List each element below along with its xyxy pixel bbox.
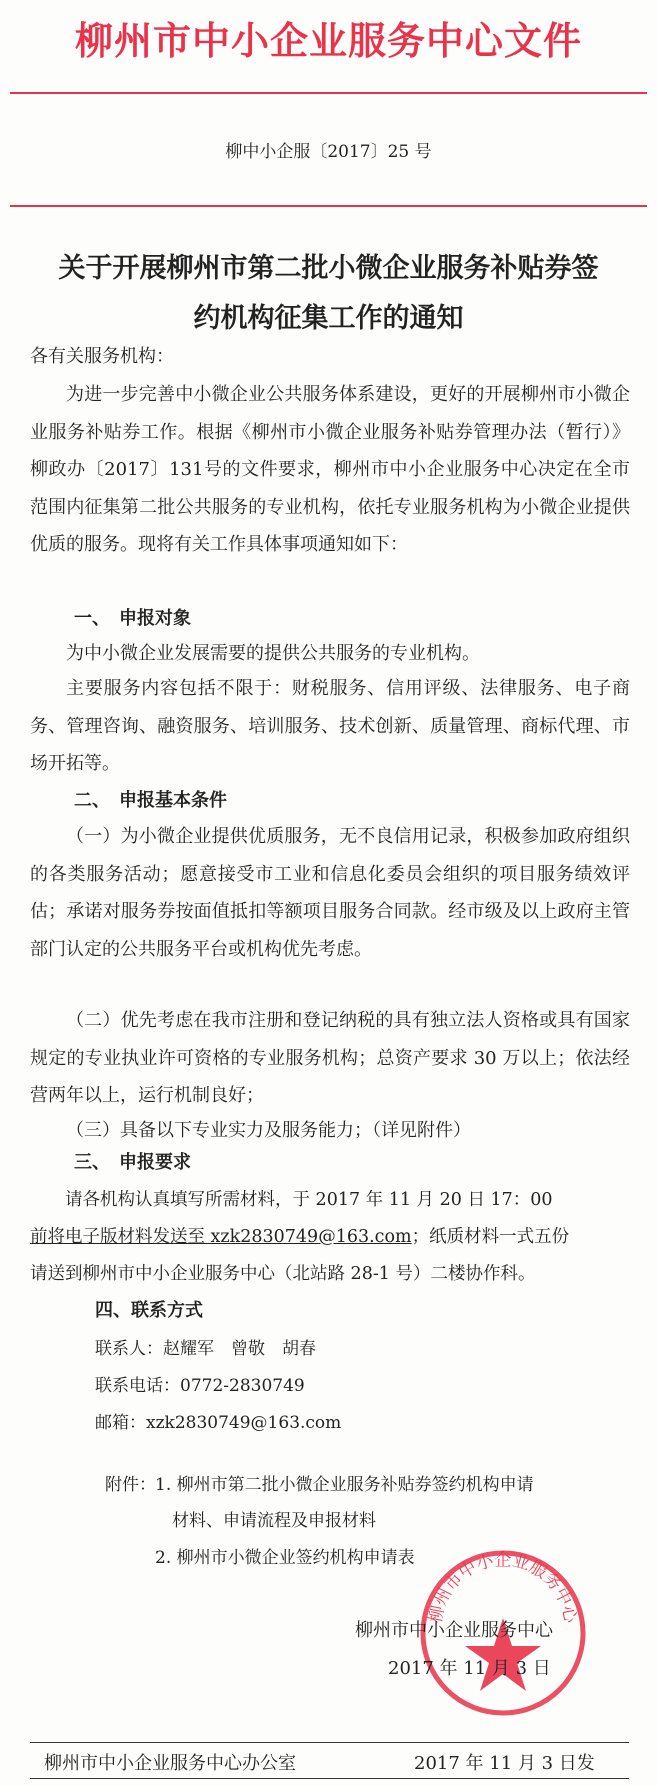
document-title xyxy=(20,244,637,344)
section-3-line-1: 请各机构认真填写所需材料，于 2017 年 11 月 20 日 17：00 xyxy=(65,1190,553,1210)
attachment-1: 1. 柳州市第二批小微企业服务补贴券签约机构申请 xyxy=(155,1475,534,1495)
contact-email: 邮箱：xzk2830749@163.com xyxy=(95,1413,342,1433)
section-3-paragraph xyxy=(30,1182,630,1293)
section-3-line-2 xyxy=(30,1219,630,1256)
section-2-paragraph-2: （二）优先考虑在我市注册和登记纳税的具有独立法人资格或具有国家规定的专业执业许可资格的专业服务机构；总资产要求 30 万以上；依法经营两年以上，运行机制良好； xyxy=(30,1010,630,1106)
signature-org: 柳州市中小企业服务中心 xyxy=(355,1620,553,1641)
title-line-2: 约机构征集工作的通知 xyxy=(193,303,464,334)
email-link[interactable]: 前将电子版材料发送至 xzk2830749@163.com xyxy=(30,1227,412,1247)
footer-rule-top xyxy=(30,1742,629,1743)
footer-date: 2017 年 11 月 3 日发 xyxy=(414,1753,595,1774)
section-2-heading: 二、 申报基本条件 xyxy=(74,790,227,811)
contact-person: 联系人：赵耀军 曾敬 胡春 xyxy=(95,1339,316,1359)
salutation: 各有关服务机构： xyxy=(30,346,174,367)
section-3-line-2-tail: ；纸质材料一式五份 xyxy=(411,1227,570,1247)
svg-text:柳州市中小企业服务中心 xyxy=(426,1550,581,1625)
section-1-heading: 一、 申报对象 xyxy=(74,608,191,629)
masthead: 柳州市中小企业服务中心文件 xyxy=(74,19,582,63)
title-line-1: 关于开展柳州市第二批小微企业服务补贴券签 xyxy=(58,253,599,284)
intro-paragraph: 为进一步完善中小微企业公共服务体系建设，更好的开展柳州市小微企业服务补贴券工作。根据《柳州市小微企业服务补贴券管理办法（暂行）》柳政办〔2017〕131号的文件要求，柳州市中小企业服务中心决定在全市范围内征集第二批公共服务的专业机构，依托专业服务机构为小微企业提供优质的服务。现将有关工作具体事项通知如下： xyxy=(30,384,630,555)
section-3-line-3: 请送到柳州市中小企业服务中心（北站路 28-1 号）二楼协作科。 xyxy=(30,1264,536,1284)
section-3-heading: 三、 申报要求 xyxy=(74,1152,191,1173)
footer-rule-bottom xyxy=(30,1778,629,1779)
masthead-divider xyxy=(10,92,647,94)
attachment-1-cont: 材料、申请流程及申报材料 xyxy=(172,1511,376,1531)
section-1-paragraph-1: 为中小微企业发展需要的提供公共服务的专业机构。 xyxy=(66,643,480,664)
section-4-heading: 四、联系方式 xyxy=(95,1300,203,1321)
section-2-paragraph-3: （三）具备以下专业实力及服务能力；（详见附件） xyxy=(66,1120,471,1141)
section-2-paragraph-1: （一）为小微企业提供优质服务，无不良信用记录，积极参加政府组织的各类服务活动；愿意接受市工业和信息化委员会组织的项目服务绩效评估；承诺对服务券按面值抵扣等额项目服务合同款。经市级及以上政府主管部门认定的公共服务平台或机构优先考虑。 xyxy=(30,826,630,960)
attachment-2: 2. 柳州市小微企业签约机构申请表 xyxy=(155,1548,415,1568)
seal-text: 柳州市中小企业服务中心 xyxy=(425,1550,581,1625)
title-divider xyxy=(10,205,647,207)
attachments-label: 附件： xyxy=(105,1475,156,1495)
document-number: 柳中小企服〔2017〕25 号 xyxy=(225,142,432,162)
section-1-paragraph-2: 主要服务内容包括不限于：财税服务、信用评级、法律服务、电子商务、管理咨询、融资服务、培训服务、技术创新、质量管理、商标代理、市场开拓等。 xyxy=(30,678,630,774)
footer-office: 柳州市中小企业服务中心办公室 xyxy=(44,1753,296,1774)
signature-date: 2017 年 11 月 3 日 xyxy=(388,1658,551,1679)
contact-phone: 联系电话：0772-2830749 xyxy=(95,1376,305,1396)
